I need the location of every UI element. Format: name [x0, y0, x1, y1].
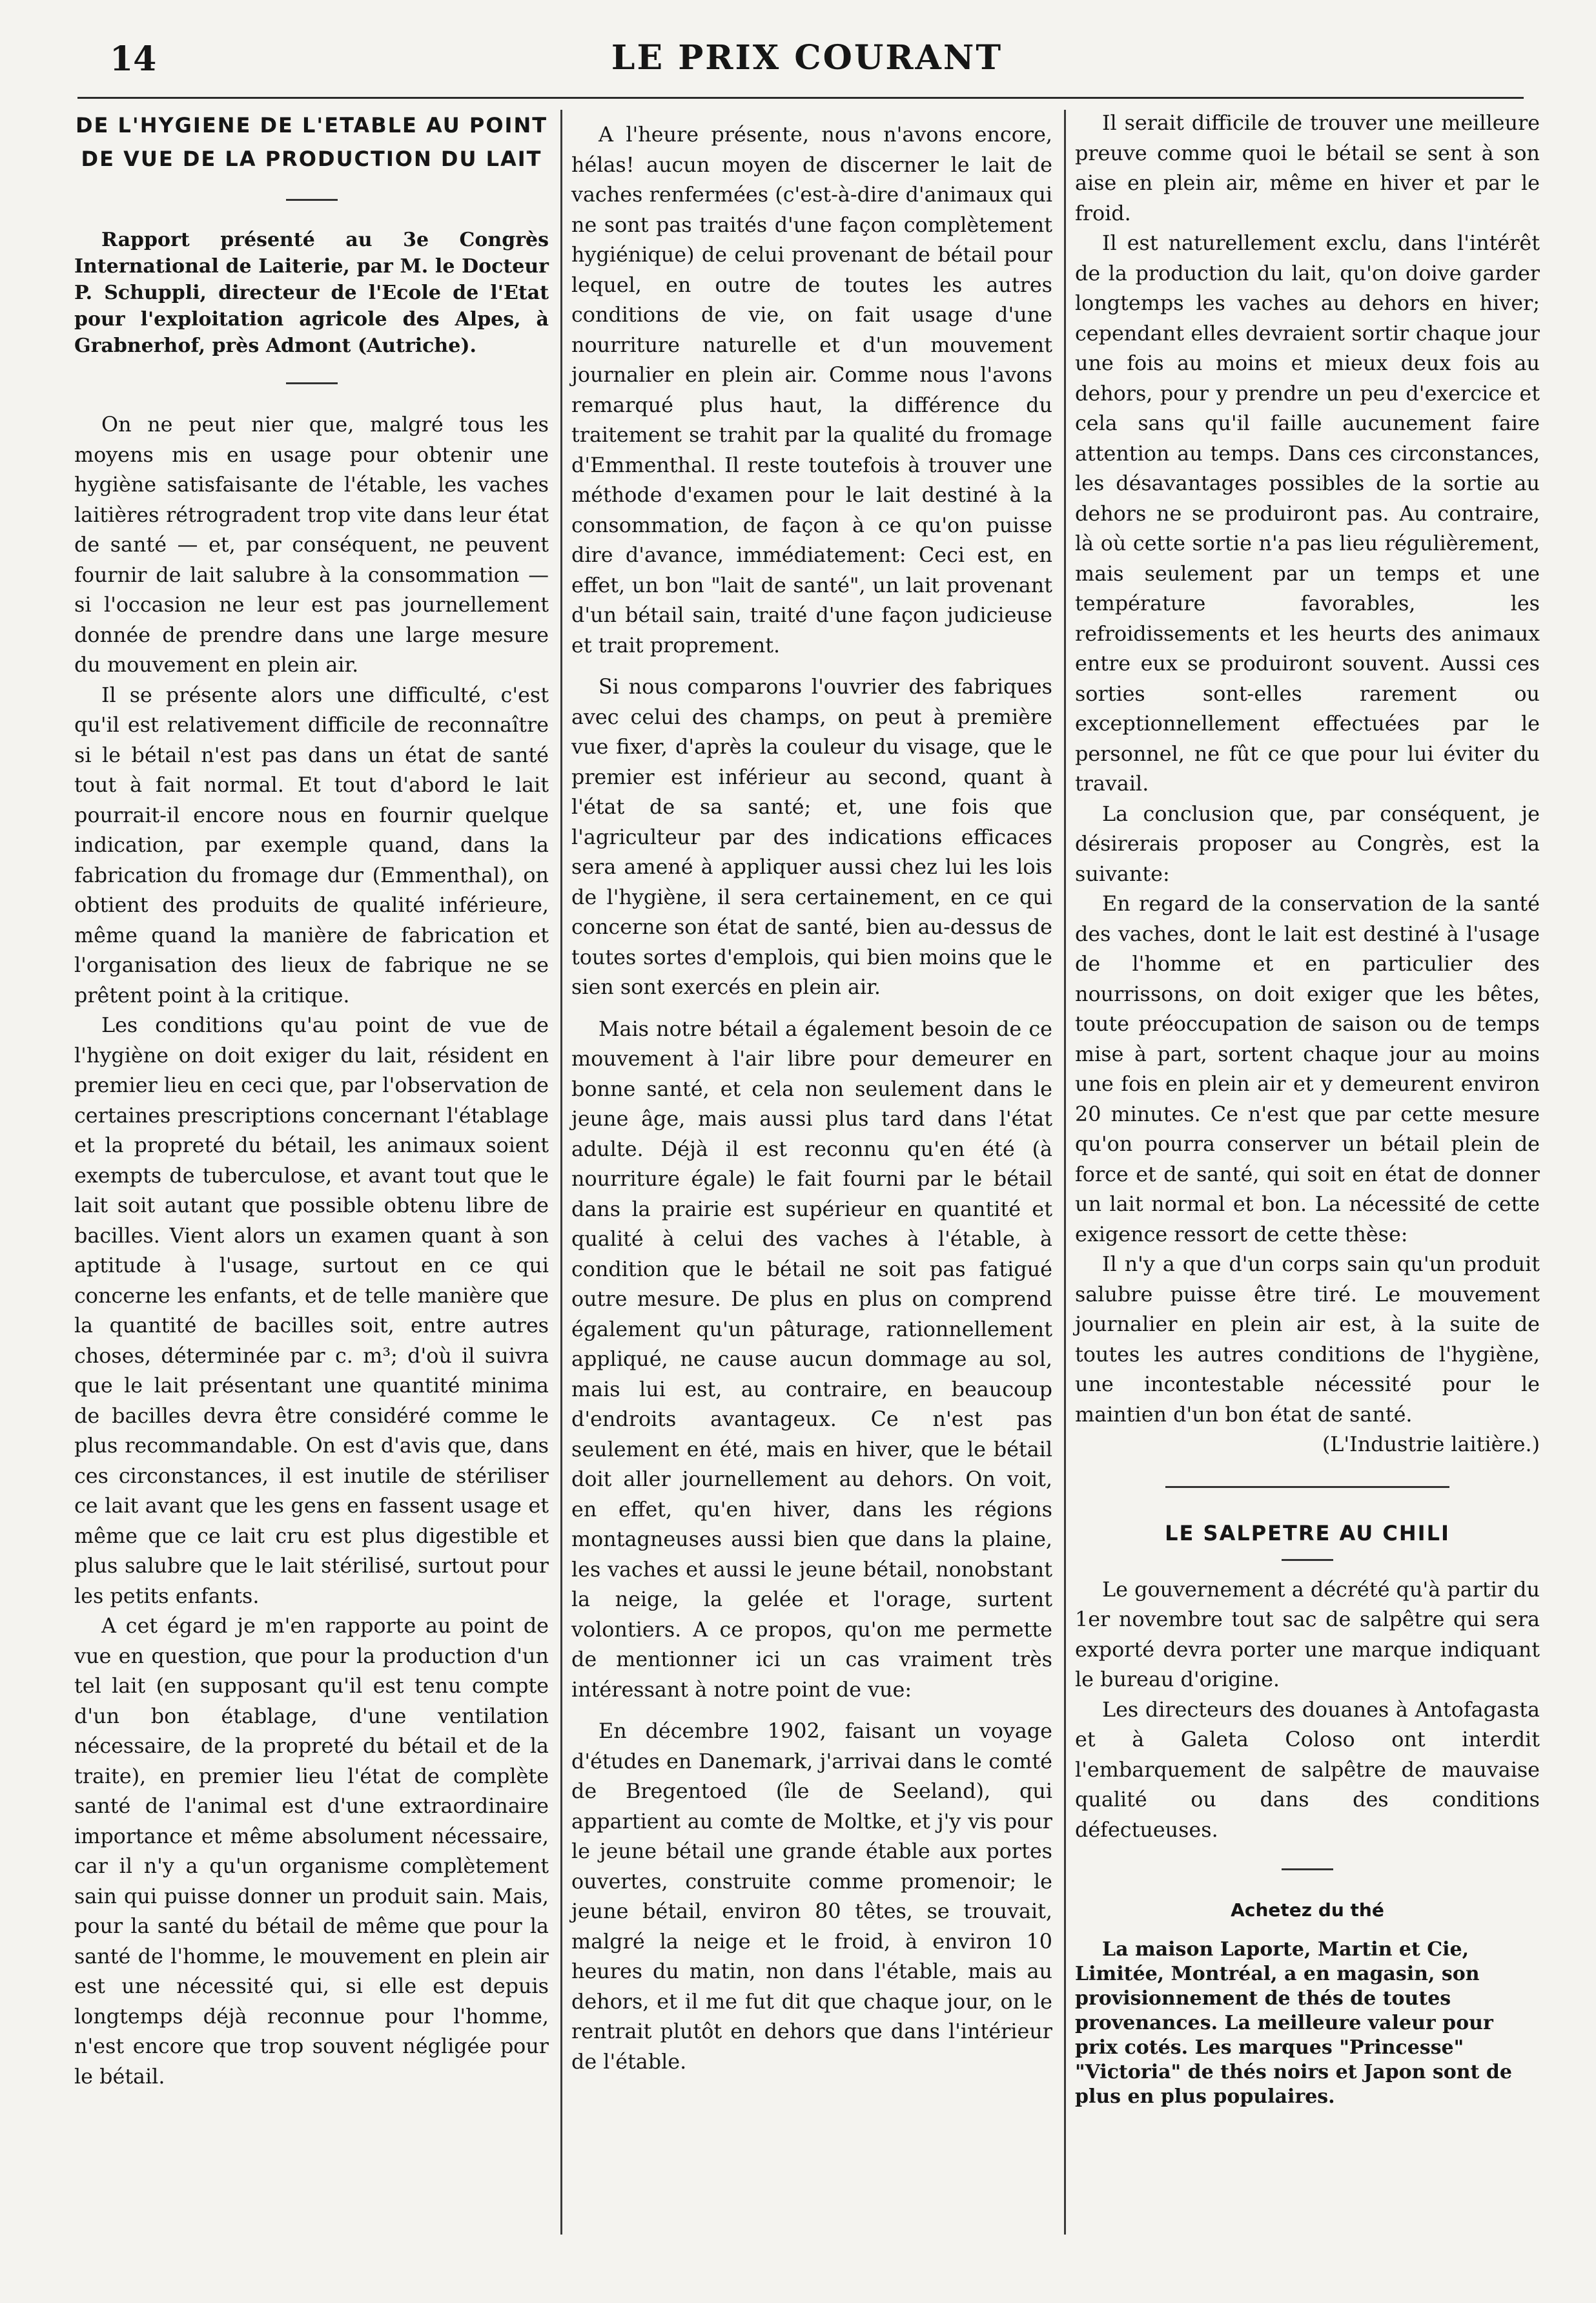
article-paragraph: Il se présente alors une difficulté, c'est qu'il est relativement difficile de reconnaître si le bétail n'est pas dans un état de santé tout à fait normal. Et tout d'abord le lait pourrait-il encore nous en fournir quelque indication, par exemple quand, dans la fabrication du fromage dur (Emmenthal), on obtient des produits de qualité inférieure, même quand la manière de fabrication et l'organisation des lieux de fabrique ne se prêtent point à la critique.	[74, 683, 549, 1007]
article-paragraph: A l'heure présente, nous n'avons encore, hélas! aucun moyen de discerner le lait de vaches renfermées (c'est-à-dire d'animaux qui ne sont pas traités d'une façon complètement hygiénique) de celui provenant de bétail pour lequel, en outre de toutes les autres conditions de vie, on fait usage d'une nourriture naturelle et d'un mouvement journalier en plein air. Comme nous l'avons remarqué plus haut, la différence du traitement se trahit par la qualité du fromage d'Emmenthal. Il reste toutefois à trouver une méthode d'examen pour le lait destiné à la consommation, de façon à ce qu'on puisse dire d'avance, immédiatement: Ceci est, en effet, un bon "lait de santé", un lait provenant d'un bétail sain, traité d'une façon judicieuse et trait proprement.	[571, 123, 1052, 657]
article-paragraph: En décembre 1902, faisant un voyage d'études en Danemark, j'arrivai dans le comté de Bregentoed (île de Seeland), qui appartient au comte de Moltke, et j'y vis pour le jeune bétail une grande étable aux portes ouvertes, construite comme promenoir; le jeune bétail, environ 80 têtes, se trouvait, malgré la neige et le froid, à environ 10 heures du matin, non dans l'étable, mais au dehors, et il me fut dit que chaque jour, on le rentrait plutôt en dehors que dans l'intérieur de l'étable.	[571, 1719, 1052, 2074]
article-title: LE SALPETRE AU CHILI	[1165, 1520, 1450, 1545]
article-paragraph: En regard de la conservation de la santé des vaches, dont le lait est destiné à l'usage de l'homme et en particulier des nourrissons, on doit exiger que les bêtes, toute préoccupation de saison ou de temps mise à part, sortent chaque jour au moins une fois en plein air et y demeurent environ 20 minutes. Ce n'est que par cette mesure qu'on pourra conserver un bétail plein de force et de santé, qui soit en état de donner un lait normal et bon. La nécessité de cette exigence ressort de cette thèse:	[1075, 892, 1540, 1246]
article-paragraph: On ne peut nier que, malgré tous les moyens mis en usage pour obtenir une hygiène satisfaisante de l'étable, les vaches laitières rétrogradent trop vite dans leur état de santé — et, par conséquent, ne peuvent fournir de lait salubre à la consommation — si l'occasion ne leur est pas journellement donnée de prendre dans une large mesure du mouvement en plein air.	[74, 413, 549, 677]
column-divider	[560, 110, 562, 2235]
lead-separator	[286, 382, 338, 384]
title-separator	[1282, 1559, 1333, 1561]
article-paragraph: A cet égard je m'en rapporte au point de vue en question, que pour la production d'un tel lait (en supposant qu'il est tenu compte d'un bon établage, d'une ventilation nécessaire, de la propreté du bétail et de la traite), en premier lieu l'état de complète santé de l'animal est d'une extraordinaire importance et même absolument nécessaire, car il n'y a qu'un organisme complètement sain qui puisse donner un produit sain. Mais, pour la santé du bétail de même que pour la santé de l'homme, le mouvement en plein air est une nécessité qui, si elle est depuis longtemps déjà reconnue pour l'homme, n'est encore que trop souvent négligée pour le bétail.	[74, 1614, 549, 2089]
column-2	[571, 108, 1052, 2077]
ad-title: Achetez du thé	[1231, 1899, 1384, 1921]
article-source: (L'Industrie laitière.)	[1322, 1432, 1540, 1456]
column-3	[1075, 108, 1540, 2109]
article-paragraph: Il serait difficile de trouver une meilleure preuve comme quoi le bétail se sent à son aise en plein air, même en hiver et par le froid.	[1075, 111, 1540, 225]
article-paragraph: Il n'y a que d'un corps sain qu'un produit salubre puisse être tiré. Le mouvement journalier en plein air est, à la suite de toutes les autres conditions de l'hygiène, une incontestable nécessité pour le maintien d'un bon état de santé.	[1075, 1252, 1540, 1427]
journal-title: LE PRIX COURANT	[611, 38, 1003, 77]
article-paragraph: Si nous comparons l'ouvrier des fabriques avec celui des champs, on peut à première vue fixer, d'après la couleur du visage, que le premier est inférieur au second, quant à l'état de sa santé; et, une fois que l'agriculteur par des indications efficaces sera amené à appliquer aussi chez lui les lois de l'hygiène, il sera certainement, en ce qui concerne son état de santé, bien au-dessus de toutes sortes d'emplois, qui bien moins que le sien sont exercés en plein air.	[571, 675, 1052, 999]
ad-text: La maison Laporte, Martin et Cie, Limitée, Montréal, a en magasin, son provisionnement de thés de toutes provenances. La meilleure valeur pour prix cotés. Les marques "Princesse" "Victoria" de thés noirs et Japon sont de plus en plus populaires.	[1075, 1938, 1512, 2108]
title-separator	[286, 199, 338, 201]
page-number: 14	[110, 39, 157, 79]
header-rule	[77, 97, 1524, 99]
article-lead: Rapport présenté au 3e Congrès International de Laiterie, par M. le Docteur P. Schuppli, directeur de l'Ecole de l'Etat pour l'exploitation agricole des Alpes, à Grabnerhof, près Admont (Autriche).	[74, 229, 549, 357]
article-title: DE L'HYGIENE DE L'ETABLE AU POINT DE VUE DE LA PRODUCTION DU LAIT	[75, 113, 548, 171]
article-paragraph: La conclusion que, par conséquent, je désirerais proposer au Congrès, est la suivante:	[1075, 801, 1540, 886]
column-divider	[1064, 110, 1066, 2235]
article-paragraph: Mais notre bétail a également besoin de ce mouvement à l'air libre pour demeurer en bonne santé, et cela non seulement dans le jeune âge, mais aussi plus tard dans l'état adulte. Déjà il est reconnu qu'en été (à nourriture égale) le fait fourni par le bétail dans la prairie est supérieur en quantité et qualité à celui des vaches à l'étable, à condition que le bétail ne soit pas fatigué outre mesure. De plus en plus on comprend également qu'un pâturage, rationnellement appliqué, ne cause aucun dommage au sol, mais lui est, au contraire, en beaucoup d'endroits avantageux. Ce n'est pas seulement en été, mais en hiver, que le bétail doit aller journellement au dehors. On voit, en effet, qu'en hiver, dans les régions montagneuses aussi bien que dans la plaine, les vaches et aussi le jeune bétail, nonobstant la neige, la gelée et l'orage, surtent volontiers. A ce propos, qu'on me permette de mentionner ici un cas vraiment très intéressant à notre point de vue:	[571, 1017, 1052, 1702]
article-paragraph: Il est naturellement exclu, dans l'intérêt de la production du lait, qu'on doive garder longtemps les vaches au dehors en hiver; cependant elles devraient sortir chaque jour une fois au moins et mieux deux fois au dehors, pour y prendre un peu d'exercice et cela sans qu'il faille aucunement faire attention au temps. Dans ces circonstances, les désavantages possibles de la sortie au dehors ne se produiront pas. Au contraire, là où cette sortie n'a pas lieu régulièrement, mais seulement par un temps et une température favorables, les refroidissements et les heurts des animaux entre eux se produiront souvent. Aussi ces sorties sont-elles rarement ou exceptionnellement effectuées par le personnel, ne fût ce que pour lui éviter du travail.	[1075, 231, 1540, 796]
article-paragraph: Le gouvernement a décrété qu'à partir du 1er novembre tout sac de salpêtre qui sera exporté devra porter une marque indiquant le bureau d'origine.	[1075, 1577, 1540, 1691]
ad-separator	[1282, 1868, 1333, 1870]
column-1	[74, 108, 549, 2092]
section-rule	[1165, 1486, 1449, 1488]
article-paragraph: Les directeurs des douanes à Antofagasta et à Galeta Coloso ont interdit l'embarquement de salpêtre de mauvaise qualité ou dans des conditions défectueuses.	[1075, 1697, 1540, 1842]
article-paragraph: Les conditions qu'au point de vue de l'hygiène on doit exiger du lait, résident en premier lieu en ceci que, par l'observation de certaines prescriptions concernant l'établage et la propreté du bétail, les animaux soient exempts de tuberculose, et avant tout que le lait soit autant que possible obtenu libre de bacilles. Vient alors un examen quant à son aptitude à l'usage, surtout en ce qui concerne les enfants, et de telle manière que la quantité de bacilles soit, entre autres choses, déterminée par c. m³; d'où il suivra que le lait présentant une quantité minima de bacilles devra être considéré comme le plus recommandable. On est d'avis que, dans ces circonstances, il est inutile de stériliser ce lait avant que les gens en fassent usage et même que ce lait cru est plus digestible et plus salubre que le lait stérilisé, surtout pour les petits enfants.	[74, 1013, 549, 1608]
